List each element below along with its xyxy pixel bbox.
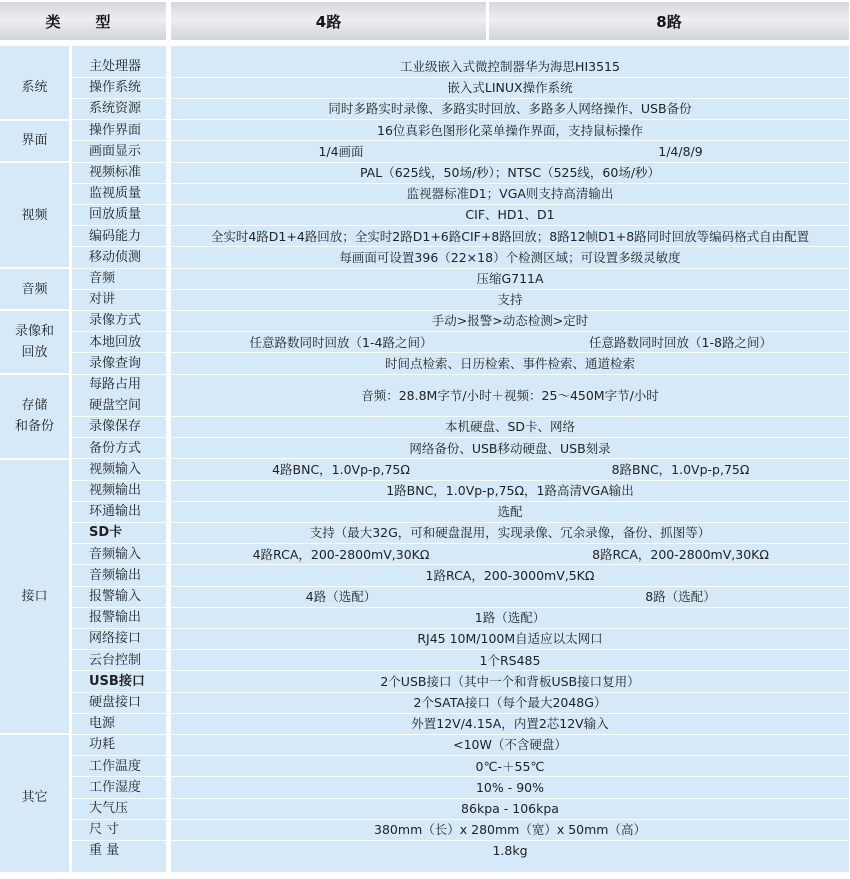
table-row [72,628,849,649]
table-row [72,77,849,98]
row-item-label: 硬盘空间 [89,398,142,414]
row-value: 压缩G711A [476,271,544,286]
row-item-label: 硬盘接口 [89,695,142,710]
row-item-label: 音频输出 [89,567,142,583]
row-value: 监视器标准D1；VGA则支持高清输出 [406,186,614,202]
row-value: 网络备份、USB移动硬盘、USB刻录 [409,440,611,456]
table-row [72,289,849,310]
row-value-8ch: 任意路数同时回放（1-8路之间） [589,334,772,350]
row-item-label: 工作温度 [89,758,142,774]
row-item-label: 备份方式 [89,440,142,456]
table-row [72,501,849,522]
row-value: 嵌入式LINUX操作系统 [447,80,573,96]
header-4ch: 4路 [171,2,486,40]
table-row [72,183,849,204]
table-row [72,819,849,840]
category-text: 录像和 回放 [14,324,54,361]
category-separator [0,119,69,121]
table-row [72,120,849,141]
table-row [72,522,849,543]
row-item-label: 环通输出 [89,504,142,520]
table-row [72,268,849,289]
row-value: 1路RCA，200-3000mV,5KΩ [425,567,595,583]
row-value: 10% - 90% [475,779,545,795]
row-item-label: 报警输出 [89,610,142,626]
table-row [72,459,849,480]
table-row [72,56,849,77]
row-value-4ch: 4路RCA，200-2800mV,30KΩ [252,546,430,562]
row-item-label: 操作界面 [89,122,142,138]
row-value-8ch: 8路（选配） [645,589,716,604]
row-value: <10W（不含硬盘） [453,737,567,753]
table-row [72,607,849,628]
category-label [0,374,69,459]
row-value: 0℃-＋55℃ [475,758,545,774]
table-row [72,692,849,713]
row-value: 时间点检索、日历检索、事件检索、通道检索 [384,355,635,371]
row-item-label: 录像保存 [89,419,142,435]
category-separator [0,733,69,735]
category-label [0,734,69,861]
row-value: 1路BNC，1.0Vp-p,75Ω，1路高清VGA输出 [386,483,634,498]
row-value-8ch: 8路BNC，1.0Vp-p,75Ω [611,461,750,477]
row-item-label: 音频输入 [89,546,142,562]
row-value: 1个RS485 [479,652,541,668]
category-label [0,56,69,120]
table-row [72,374,849,403]
row-item-label: 本地回放 [89,334,142,350]
row-item-label: 大气压 [89,801,129,816]
row-value: 选配 [497,504,523,520]
category-separator [0,161,69,163]
row-item-label: 系统资源 [89,101,142,117]
table-row [72,671,849,692]
row-value: 每画面可设置396（22×18）个检测区域；可设置多级灵敏度 [339,249,681,265]
table-row [72,204,849,225]
row-item-label: 每路占用 [89,377,142,392]
table-row [72,162,849,183]
row-item-label: 视频输出 [89,483,142,498]
category-text: 其它 [21,790,48,806]
row-item-label: USB接口 [89,673,145,689]
row-item-label: 功耗 [89,737,116,753]
table-row [72,438,849,459]
category-text: 存储 和备份 [14,398,54,435]
table-row [72,756,849,777]
row-value: PAL（625线，50场/秒）；NTSC（525线，60场/秒） [359,165,661,180]
row-value: 支持（最大32G，可和硬盘混用，实现录像、冗余录像，备份、抓图等） [309,525,711,541]
row-item-label: 报警输入 [89,589,142,604]
row-value: 外置12V/4.15A，内置2芯12V输入 [411,716,609,732]
row-value-4ch: 任意路数同时回放（1-4路之间） [249,334,433,350]
row-value: RJ45 10M/100M自适应以太网口 [417,631,603,647]
category-text: 系统 [21,80,48,96]
table-row [72,713,849,734]
header-type: 类 型 [0,2,166,40]
row-item-label: 重 量 [89,843,120,859]
row-value: 16位真彩色图形化菜单操作界面，支持鼠标操作 [377,122,643,138]
row-value-8ch: 8路RCA，200-2800mV,30KΩ [592,546,769,562]
category-label [0,162,69,268]
row-item-label: 对讲 [89,292,116,308]
row-value-4ch: 4路（选配） [305,589,377,604]
table-row [72,544,849,565]
table-row [72,247,849,268]
table-row [72,226,849,247]
row-value: 本机硬盘、SD卡、网络 [444,419,576,435]
row-value: 手动>报警>动态检测>定时 [431,313,589,329]
row-value-merged: 音频：28.8M字节/小时＋视频：25～450M字节/小时 [361,387,659,403]
header-8ch: 8路 [489,2,849,40]
row-value-4ch: 4路BNC，1.0Vp-p,75Ω [272,461,410,477]
row-item-label: 主处理器 [89,59,142,74]
table-row [72,141,849,162]
row-value-4ch: 1/4画面 [318,143,364,159]
table-row [72,586,849,607]
row-value: 380mm（长）x 280mm（宽）x 50mm（高） [374,822,646,838]
row-item-label: 尺 寸 [89,822,120,838]
row-value: 支持 [497,292,523,308]
row-item-label: 录像查询 [89,355,142,371]
row-value: 全实时4路D1+4路回放；全实时2路D1+6路CIF+8路回放；8路12帧D1+8路同时回放等编码格式自由配置 [210,228,810,244]
row-item-label: 网络接口 [89,631,142,647]
row-item-label: 视频输入 [89,461,142,477]
row-item-label: 视频标准 [89,165,142,180]
category-text: 音频 [21,281,48,297]
row-value: 1.8kg [492,843,528,859]
table-row [72,310,849,331]
table-row [72,98,849,119]
table-row [72,332,849,353]
row-item-label: SD卡 [89,525,123,541]
row-item-label: 音频 [89,271,116,286]
category-separator [0,309,69,311]
category-label [0,120,69,162]
table-row [72,650,849,671]
table-row [72,734,849,755]
row-item-label: 画面显示 [89,143,142,159]
row-value: 86kpa - 106kpa [461,801,559,816]
table-row [72,416,849,437]
row-value: 2个SATA接口（每个最大2048G） [413,695,607,710]
row-item-label: 录像方式 [89,313,142,329]
row-value: 工业级嵌入式微控制器华为海思HI3515 [400,59,620,74]
row-item-label: 云台控制 [89,652,142,668]
table-row [72,353,849,374]
row-item-label: 工作湿度 [89,779,142,795]
category-label [0,459,69,735]
category-text: 界面 [21,133,48,149]
category-label [0,268,69,310]
row-item-label: 移动侦测 [89,249,142,265]
table-row [72,565,849,586]
category-text: 视频 [21,207,48,223]
table-row [72,395,849,416]
row-item-label: 回放质量 [89,207,142,223]
row-item-label: 监视质量 [89,186,142,202]
row-value: CIF、HD1、D1 [465,207,555,223]
row-value: 同时多路实时录像、多路实时回放、多路多人网络操作、USB备份 [328,101,692,117]
table-row [72,840,849,861]
row-value-8ch: 1/4/8/9 [658,143,703,159]
row-value: 2个USB接口（其中一个和背板USB接口复用） [380,673,640,689]
table-row [72,480,849,501]
category-separator [0,458,69,460]
category-separator [0,373,69,375]
row-item-label: 操作系统 [89,80,142,96]
category-label [0,310,69,374]
table-row [72,777,849,798]
category-text: 接口 [21,589,48,605]
category-separator [0,267,69,269]
row-item-label: 电源 [89,716,116,732]
row-value: 1路（选配） [474,610,546,626]
table-row [72,798,849,819]
row-item-label: 编码能力 [89,228,142,244]
